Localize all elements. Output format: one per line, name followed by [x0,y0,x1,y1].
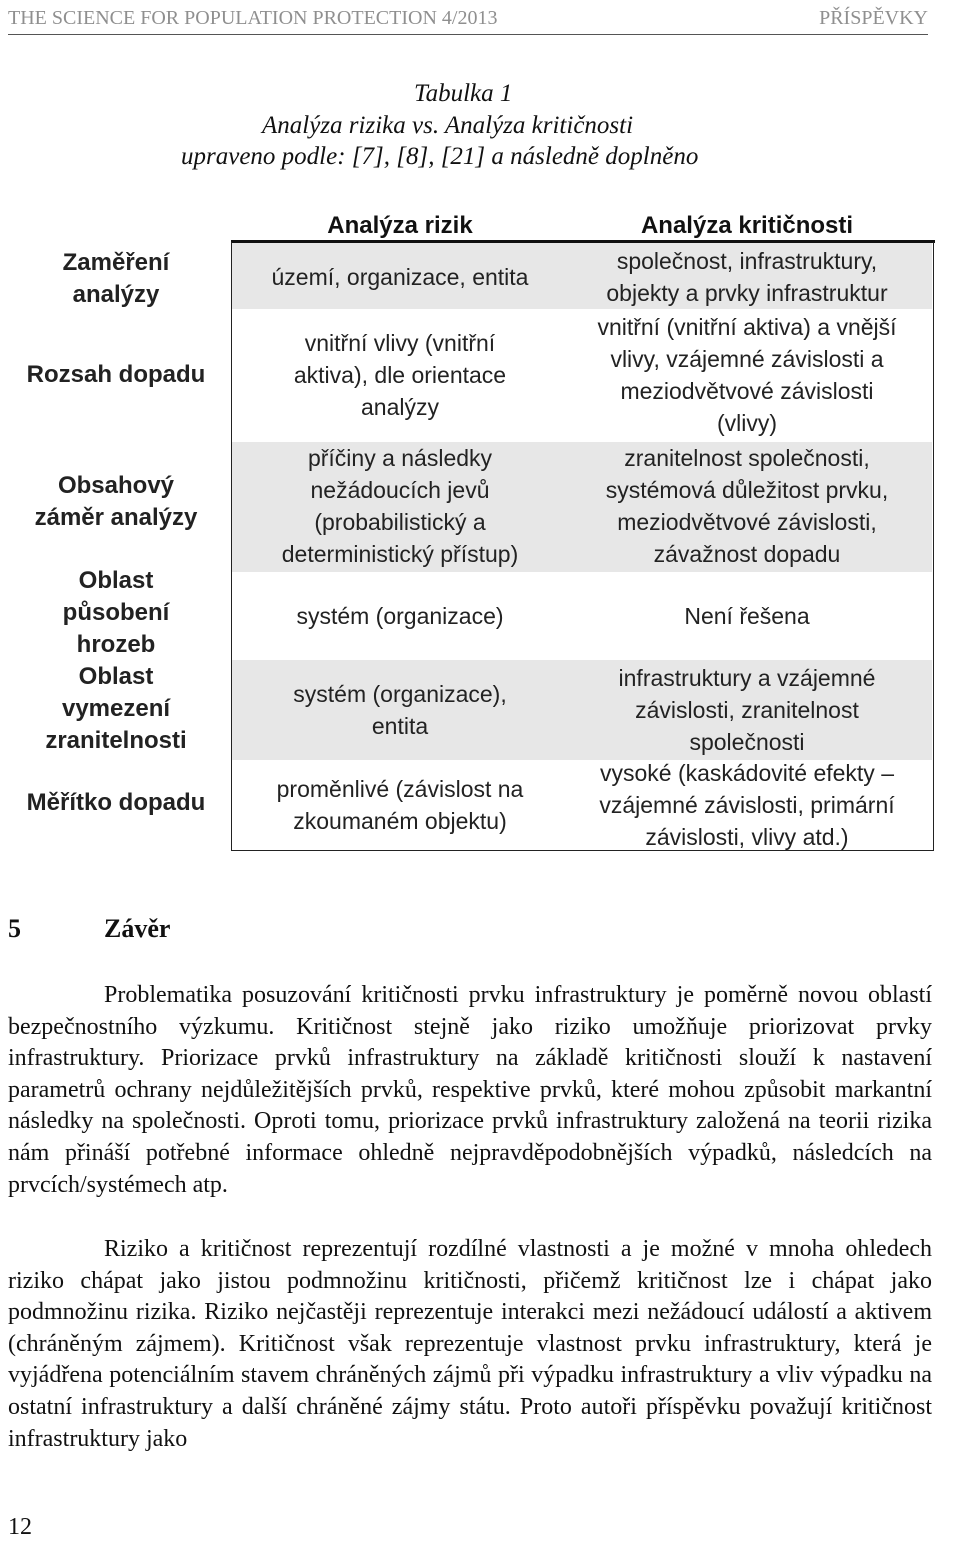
cell-crit-row5: infrastruktury a vzájemné závislosti, zranitelnost společnosti [618,665,876,755]
cell-crit-row6: vysoké (kaskádovité efekty – vzájemné závislosti, primární závislosti, vlivy atd.) [599,760,895,850]
page-number: 12 [8,1514,32,1540]
comparison-table [0,210,940,855]
cell-crit-row1: společnost, infrastruktury, objekty a prvky infrastruktur [606,248,888,306]
caption-line-3: upraveno podle: [7], [8], [21] a následně doplněno [181,143,699,170]
cell-crit-row2: vnitřní (vnitřní aktiva) a vnější vlivy, vzájemné závislosti a meziodvětvové závislosti (vlivy) [597,314,897,436]
cell-risk-row4: systém (organizace) [296,603,504,629]
paragraph-1: Problematika posuzování kritičnosti prvku infrastruktury je poměrně novou oblastí bezpečnostního výzkumu. Kritičnost stejně jako riziko umožňuje priorizovat prvky infrastruktury. Priorizace prvků infrastruktury na základě kritičnosti slouží k nastavení parametrů ochrany nejdůležitějších prvků, respektive prvků, které mohou způsobit markantní následky na společnosti. Oproti tomu, priorizace prvků infrastruktury založená na teorii rizika nám přináší potřebné informace ohledně nejpravděpodobnějších výpadků, následcích na prvcích/systémech atp. [8,982,932,1198]
cell-risk-row2: vnitřní vlivy (vnitřní aktiva), dle orientace analýzy [293,330,507,420]
caption-line-1: Tabulka 1 [414,80,513,107]
paragraph-2: Riziko a kritičnost reprezentují rozdílné vlastnosti a je možné v mnoha ohledech riziko chápat jako jistou podmnožinu kritičnosti, přičemž kritičnost lze i chápat jako podmnožinu rizika. Riziko nejčastěji reprezentuje interakci mezi nežádoucí událostí a aktivem (chráněným zájmem). Kritičnost však reprezentuje vlastnost prvku infrastruktury, která je vyjádřena potenciálním stavem chráněných zájmů při výpadku infrastruktury a vliv výpadku na ostatní infrastruktury a další chráněné zájmy státu. Proto autoři příspěvku považují kritičnost infrastruktury jako [8,1236,932,1452]
journal-title: THE SCIENCE FOR POPULATION PROTECTION 4/2013 [8,7,498,29]
section-number: 5 [8,914,21,943]
section-label: PŘÍSPĚVKY [819,7,928,29]
col-header-criticality: Analýza kritičnosti [640,212,854,239]
cell-crit-row4: Není řešena [684,603,810,629]
running-header [8,4,928,35]
row-label-threat-area: Oblast působení hrozeb [62,567,170,658]
row-label-focus: Zaměření analýzy [62,249,170,308]
row-label-vulnerability: Oblast vymezení zranitelnosti [45,663,187,754]
row-label-scope: Rozsah dopadu [26,361,206,388]
cell-crit-row3: zranitelnost společnosti, systémová důležitost prvku, meziodvětvové závislosti, závažnost dopadu [605,445,889,567]
caption-line-2: Analýza rizika vs. Analýza kritičnosti [262,112,634,139]
row-labels [0,210,232,855]
cell-risk-row5: systém (organizace), entita [293,681,507,739]
section-title: Závěr [104,914,171,943]
cell-risk-row6: proměnlivé (závislost na zkoumaném objektu) [276,776,524,834]
row-label-impact-scale: Měřítko dopadu [26,789,206,816]
cell-risk-row1: území, organizace, entita [271,264,529,290]
cell-risk-row3: příčiny a následky nežádoucích jevů (probabilistický a deterministický přístup) [281,445,519,567]
col-header-risk: Analýza rizik [327,212,473,239]
row-label-content: Obsahový záměr analýzy [34,472,198,531]
